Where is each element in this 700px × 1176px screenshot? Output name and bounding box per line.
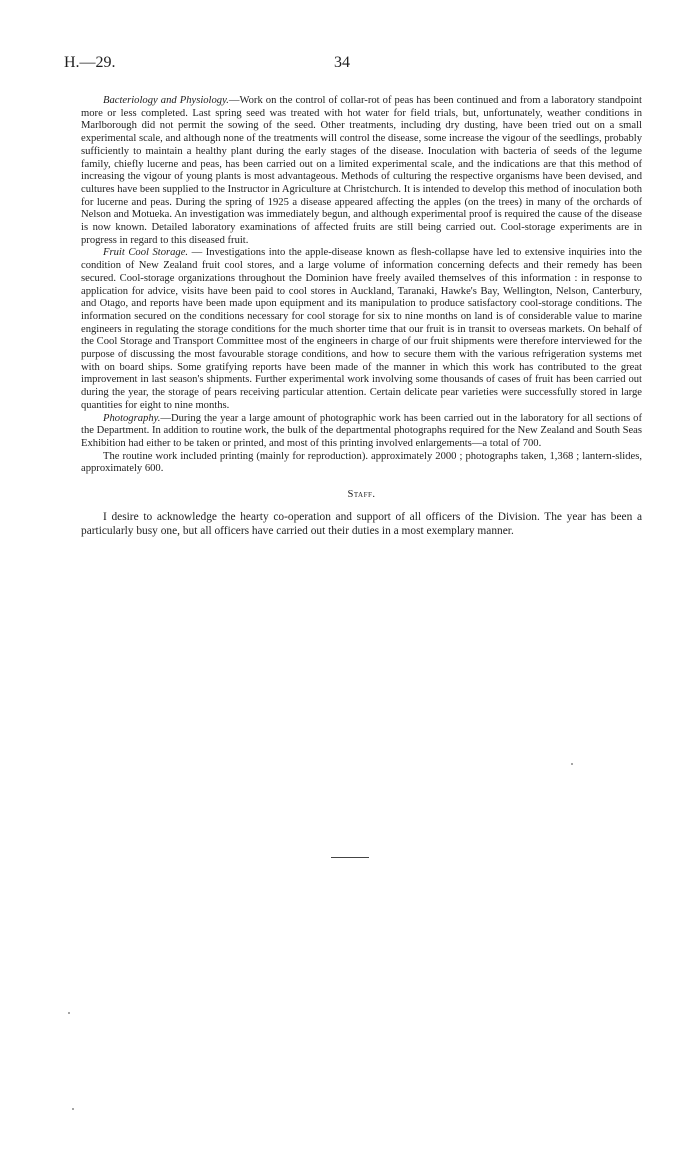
paragraph-fruit-cool-storage (81, 247, 642, 412)
scan-speck (571, 763, 573, 765)
text-fruit-cool-storage: — Investigations into the apple-disease known as flesh-collapse have led to extensive inquiries into the condition of New Zealand fruit cool stores, and a large volume of information concerning defects and their remedy has been secured. Cool-storage organizations throughout the Dominion have freely availed themselves of this information : in response to application for advice, visits have been paid to cool stores in Auckland, Taranaki, Hawke's Bay, Wellington, Nelson, Canterbury, and Otago, and reports have been made upon equipment and its manipulation to produce satisfactory cool-storage conditions. The information secured on the conditions necessary for cool storage for six to nine months on land is of considerable value to marine engineers in regulating the storage conditions for the much shorter time that our fruit is in transit to overseas markets. On behalf of the Cool Storage and Transport Committee most of the engineers in charge of our fruit shipments were therefore interviewed for the purpose of discussing the most favourable storage conditions, and how to secure them with the various refrigeration systems met with on board ships. Some gratifying reports have been made of the manner in which this work has contributed to the great improvement in last season's shipments. Further experimental work involving some thousands of cases of fruit has been carried out during the year, the storage of pears receiving particular attention. Certain delicate pear varieties were successfully stored in large quantities for eight to nine months. (81, 247, 643, 411)
paragraph-bacteriology (81, 95, 642, 247)
document-reference: H.—29. (64, 54, 116, 71)
text-routine-work: The routine work included printing (mainly for reproduction). approximately 2000 ; photographs taken, 1,368 ; lantern-slides, approximately 600. (81, 450, 642, 475)
paragraph-staff (81, 511, 642, 539)
closing-rule (331, 857, 369, 858)
section-heading-staff: Staff. (347, 489, 376, 501)
heading-photography: Photography. (103, 412, 161, 424)
page-number: 34 (334, 54, 350, 71)
page-header (64, 54, 634, 74)
report-body (81, 95, 642, 538)
text-photography: —During the year a large amount of photographic work has been carried out in the laboratory for all sections of the Department. In addition to routine work, the bulk of the departmental photographs required for the New Zealand and South Seas Exhibition had either to be taken or printed, and most of this printing involved enlargements—a total of 700. (81, 412, 642, 449)
scan-speck (72, 1108, 74, 1110)
heading-fruit-cool-storage: Fruit Cool Storage. (103, 247, 189, 259)
text-staff: I desire to acknowledge the hearty co-operation and support of all officers of the Division. The year has been a particularly busy one, but all officers have carried out their duties in a most exemplary manner. (81, 510, 642, 537)
paragraph-photography (81, 413, 642, 451)
paragraph-routine-work (81, 451, 642, 476)
heading-bacteriology: Bacteriology and Physiology. (103, 95, 229, 106)
text-bacteriology: —Work on the control of collar-rot of peas has been continued and from a laboratory standpoint more or less completed. Last spring seed was treated with hot water for field trials, but, unfortunately, weather conditions in Marlborough did not permit the sowing of the seed. Other treatments, including dry dusting, have been tried out on a small experimental scale, and although none of the treatments will control the disease, some increase the vigour of the seedlings, probably sufficiently to maintain a healthy plant during the early stages of the disease. Inoculation with bacteria of seeds of the legume family, chiefly lucerne and peas, has been carried out on a limited experimental scale, and the indications are that this method of increasing the vigour of young plants is most advantageous. Methods of culturing the respective organisms have been devised, and cultures have been supplied to the Instructor in Agriculture at Christchurch. It is intended to develop this method of inoculation both for lucerne and peas. During the spring of 1925 a disease appeared affecting the apples (on the trees) in many of the orchards of Nelson and Motueka. An investigation was immediately begun, and although experimental proof is required the cause of the disease is now known. Detailed laboratory examinations of affected fruits are still being carried out. Cool-storage experiments are in progress in regard to this diseased fruit. (81, 95, 643, 246)
scan-speck (68, 1012, 70, 1014)
